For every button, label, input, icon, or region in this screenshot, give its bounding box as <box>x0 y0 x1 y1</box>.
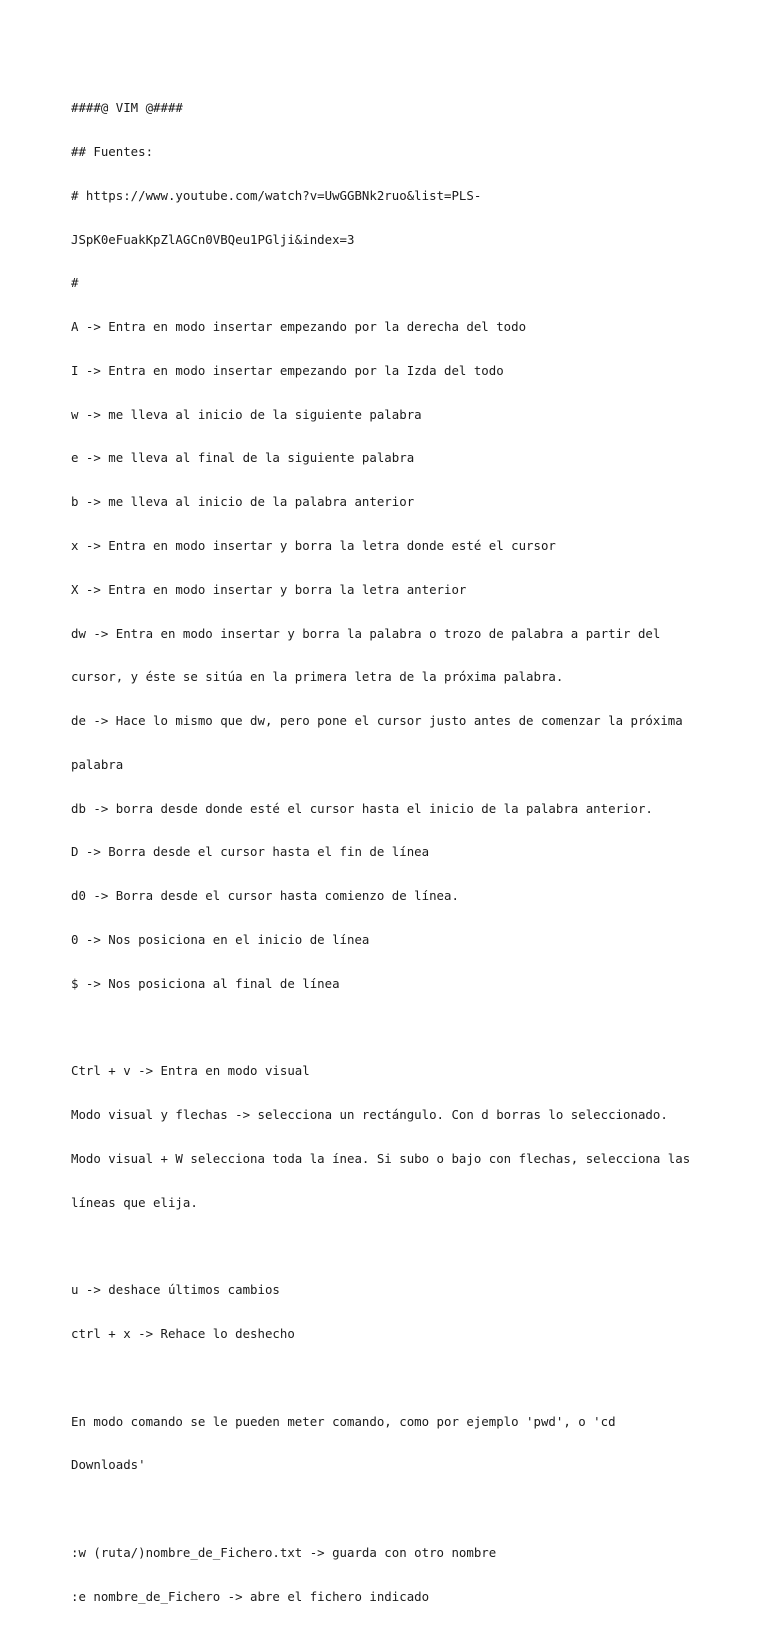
note-line: :e nombre_de_Fichero -> abre el fichero indicado <box>71 1588 430 1604</box>
note-line: :w (ruta/)nombre_de_Fichero.txt -> guarda con otro nombre <box>71 1544 497 1560</box>
note-line: e -> me lleva al final de la siguiente palabra <box>71 450 415 466</box>
source-url-line-2: JSpK0eFuakKpZlAGCn0VBQeu1PGlji&index=3 <box>71 231 355 247</box>
note-line: Downloads' <box>71 1457 146 1473</box>
note-line: En modo comando se le pueden meter comando, como por ejemplo 'pwd', o 'cd <box>71 1413 616 1429</box>
note-line: w -> me lleva al inicio de la siguiente palabra <box>71 406 422 422</box>
note-line: X -> Entra en modo insertar y borra la letra anterior <box>71 581 467 597</box>
document-text <box>71 72 731 1634</box>
blank-line <box>71 1502 731 1517</box>
note-line: D -> Borra desde el cursor hasta el fin de línea <box>71 844 430 860</box>
note-line: 0 -> Nos posiciona en el inicio de línea <box>71 932 370 948</box>
note-line: Modo visual y flechas -> selecciona un rectángulo. Con d borras lo seleccionado. <box>71 1107 668 1123</box>
note-line: Ctrl + v -> Entra en modo visual <box>71 1063 310 1079</box>
note-line: dw -> Entra en modo insertar y borra la palabra o trozo de palabra a partir del <box>71 625 661 641</box>
note-line: palabra <box>71 756 124 772</box>
note-line: d0 -> Borra desde el cursor hasta comienzo de línea. <box>71 888 459 904</box>
note-line: Modo visual + W selecciona toda la ínea. Si subo o bajo con flechas, selecciona las <box>71 1150 691 1166</box>
note-line: u -> deshace últimos cambios <box>71 1282 280 1298</box>
note-line: $ -> Nos posiciona al final de línea <box>71 975 340 991</box>
note-line: A -> Entra en modo insertar empezando por la derecha del todo <box>71 319 527 335</box>
blank-line <box>71 1371 731 1386</box>
note-line: db -> borra desde donde esté el cursor hasta el inicio de la palabra anterior. <box>71 800 653 816</box>
comment-separator: # <box>71 275 79 291</box>
note-line: x -> Entra en modo insertar y borra la letra donde esté el cursor <box>71 538 556 553</box>
note-line: I -> Entra en modo insertar empezando por la Izda del todo <box>71 362 504 378</box>
note-line: ctrl + x -> Rehace lo deshecho <box>71 1326 295 1342</box>
sources-heading: ## Fuentes: <box>71 143 154 159</box>
source-url-line-1: # https://www.youtube.com/watch?v=UwGGBNk2ruo&list=PLS- <box>71 187 482 203</box>
note-line: líneas que elija. <box>71 1194 198 1210</box>
note-line: cursor, y éste se sitúa en la primera letra de la próxima palabra. <box>71 669 564 685</box>
blank-line <box>71 1021 731 1036</box>
blank-line <box>71 1240 731 1255</box>
note-line: de -> Hace lo mismo que dw, pero pone el cursor justo antes de comenzar la próxima <box>71 713 683 729</box>
doc-title: ####@ VIM @#### <box>71 100 183 116</box>
note-line: b -> me lleva al inicio de la palabra anterior <box>71 494 415 510</box>
